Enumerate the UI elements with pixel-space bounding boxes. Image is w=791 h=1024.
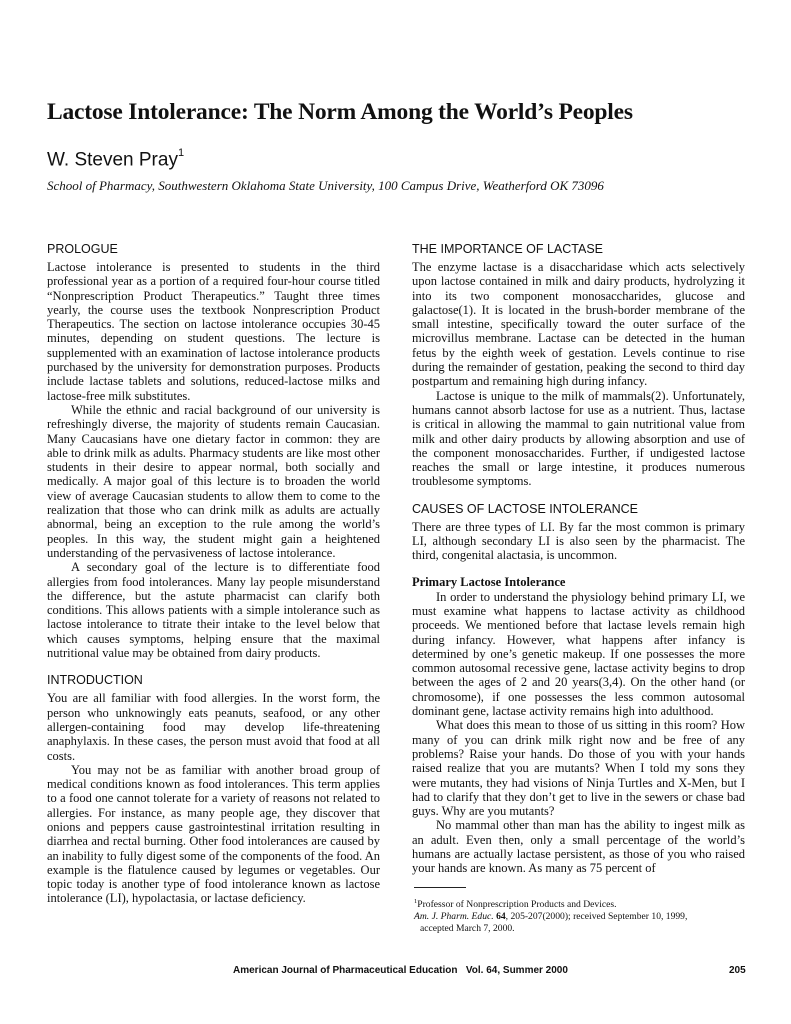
section-heading-importance: THE IMPORTANCE OF LACTASE [412, 242, 603, 256]
section-heading-causes: CAUSES OF LACTOSE INTOLERANCE [412, 501, 638, 516]
paragraph: Lactose is unique to the milk of mammals(2). Unfortunately, humans cannot absorb lactose for use as a nutrient. Thus, lactase is critical in allowing the mammal to gain nutritional value from milk and other dairy products by allowing absorption and use of the component monosaccharides. Further, if undigested lactose reaches the small or large intestine, it produces numerous troublesome symptoms. [412, 388, 745, 489]
citation-line [414, 911, 754, 923]
footnote-divider [414, 887, 466, 888]
citation-accepted: accepted March 7, 2000. [420, 923, 515, 935]
paragraph: No mammal other than man has the ability to ingest milk as an adult. Even then, only a small percentage of the world’s humans are actually lactase persistent, as those of you who raised your hands are known. As many as 75 percent of [412, 818, 745, 876]
left-column [47, 241, 380, 906]
paragraph: A secondary goal of the lecture is to differentiate food allergies from food intolerances. Many lay people misunderstand the difference, but the astute pharmacist can clarify both conditions. This allows patients with a simple intolerance such as lactose intolerance to titrate their intake to the level below that which causes symptoms, helping ensure that the maximal nutritional value may be obtained from dairy products. [47, 560, 380, 661]
paragraph: The enzyme lactase is a disaccharidase which acts selectively upon lactose contained in milk and dairy products, hydrolyzing it into its two component monosaccharides, glucose and galactose(1). It is located in the brush-border membrane of the small intestine, specifically toward the outer surface of the microvillus membrane. Lactase can be detected in the human fetus by the eighth week of gestation. Levels continue to rise during the remainder of gestation, peaking the second to third day postpartum and remaining high during infancy. [412, 260, 745, 389]
paragraph: There are three types of LI. By far the most common is primary LI, although secondary LI is also seen by the pharmacist. The third, congenital alactasia, is uncommon. [412, 519, 745, 563]
paragraph: In order to understand the physiology behind primary LI, we must examine what happens to lactase activity as childhood proceeds. We mentioned before that lactase levels remain high during infancy. However, what happens after infancy is determined by one’s genetic makeup. If one possesses the more common autosomal recessive gene, lactase activity begins to drop between the ages of 2 and 20 years(3,4). On the other hand (or chromosome), if one possesses the less common autosomal dominant gene, lactase activity remains high into adulthood. [412, 589, 745, 719]
subsection-heading-primary: Primary Lactose Intolerance [412, 574, 566, 589]
citation-volume: 64 [496, 911, 506, 923]
author-affiliation: School of Pharmacy, Southwestern Oklahoma State University, 100 Campus Drive, Weatherford OK 73096 [47, 178, 604, 193]
page-number: 205 [729, 965, 746, 976]
footnotes [414, 896, 754, 935]
footnote-text: Professor of Nonprescription Products and Devices. [417, 899, 617, 911]
footnote-mark: 1 [414, 898, 418, 905]
article-title: Lactose Intolerance: The Norm Among the World’s Peoples [47, 99, 633, 125]
footnote-1 [414, 896, 754, 911]
citation-journal: Am. J. Pharm. Educ. [414, 911, 494, 923]
paragraph: What does this mean to those of us sitting in this room? How many of you can drink milk right now and be free of any problems? Raise your hands. Do those of you with your hands raised realize that you are mutants? When I told my sons they were mutants, they had visions of Ninja Turtles and X-Men, but I had to clarify that they don’t get to live in the sewers or chase bad guys. Why are you mutants? [412, 718, 745, 819]
section-heading-prologue: PROLOGUE [47, 242, 118, 256]
paragraph: Lactose intolerance is presented to students in the third professional year as a portion of a required four-hour course titled “Nonprescription Product Therapeutics.” Taught three times yearly, the course uses the textbook Nonprescription Product Therapeutics. The section on lactose intolerance occupies 30-45 minutes, depending on student questions. The lecture is supplemented with an examination of lactose intolerance products purchased by the university for demonstration purposes. Products include lactase tablets and solutions, reduced-lactose milks and lactose-free milk substitutes. [47, 260, 380, 403]
running-footer: American Journal of Pharmaceutical Education Vol. 64, Summer 2000 [233, 965, 568, 976]
citation-details: , 205-207(2000); received September 10, 1999, [505, 911, 688, 923]
right-column [412, 241, 745, 876]
author-footnote-mark: 1 [177, 147, 185, 159]
author-name [47, 149, 184, 171]
paragraph: While the ethnic and racial background of our university is refreshingly diverse, the majority of students remain Caucasian. Many Caucasians have one dietary factor in common: they are able to drink milk as adults. Pharmacy students are like most other students in their desire to appear normal, both socially and medically. A major goal of this lecture is to broaden the world view of average Caucasian students to allow them to come to the realization that those who can drink milk as adults are actually abnormal, being an exception to the rule among the world’s peoples. In this way, the student might gain a heightened understanding of the pervasiveness of lactose intolerance. [47, 402, 380, 560]
author-name-text: W. Steven Pray [47, 149, 178, 171]
paragraph: You are all familiar with food allergies. In the worst form, the person who unknowingly eats peanuts, seafood, or any other allergen-containing food may develop life-threatening anaphylaxis. In these cases, the person must avoid that food at all costs. [47, 691, 380, 763]
paragraph: You may not be as familiar with another broad group of medical conditions known as food intolerances. This term applies to a food one cannot tolerate for a variety of reasons not related to allergies. For instance, as many people age, they discover that onions and peppers cause gastrointestinal irritation resulting in diarrhea and rectal burning. Other food intolerances are caused by an inability to fully digest some of the components of the food. An example is the flatulence caused by legumes or vegetables. Our topic today is another type of food intolerance known as lactose intolerance (LI), hypolactasia, or lactase deficiency. [47, 762, 380, 906]
section-heading-introduction: INTRODUCTION [47, 673, 143, 688]
